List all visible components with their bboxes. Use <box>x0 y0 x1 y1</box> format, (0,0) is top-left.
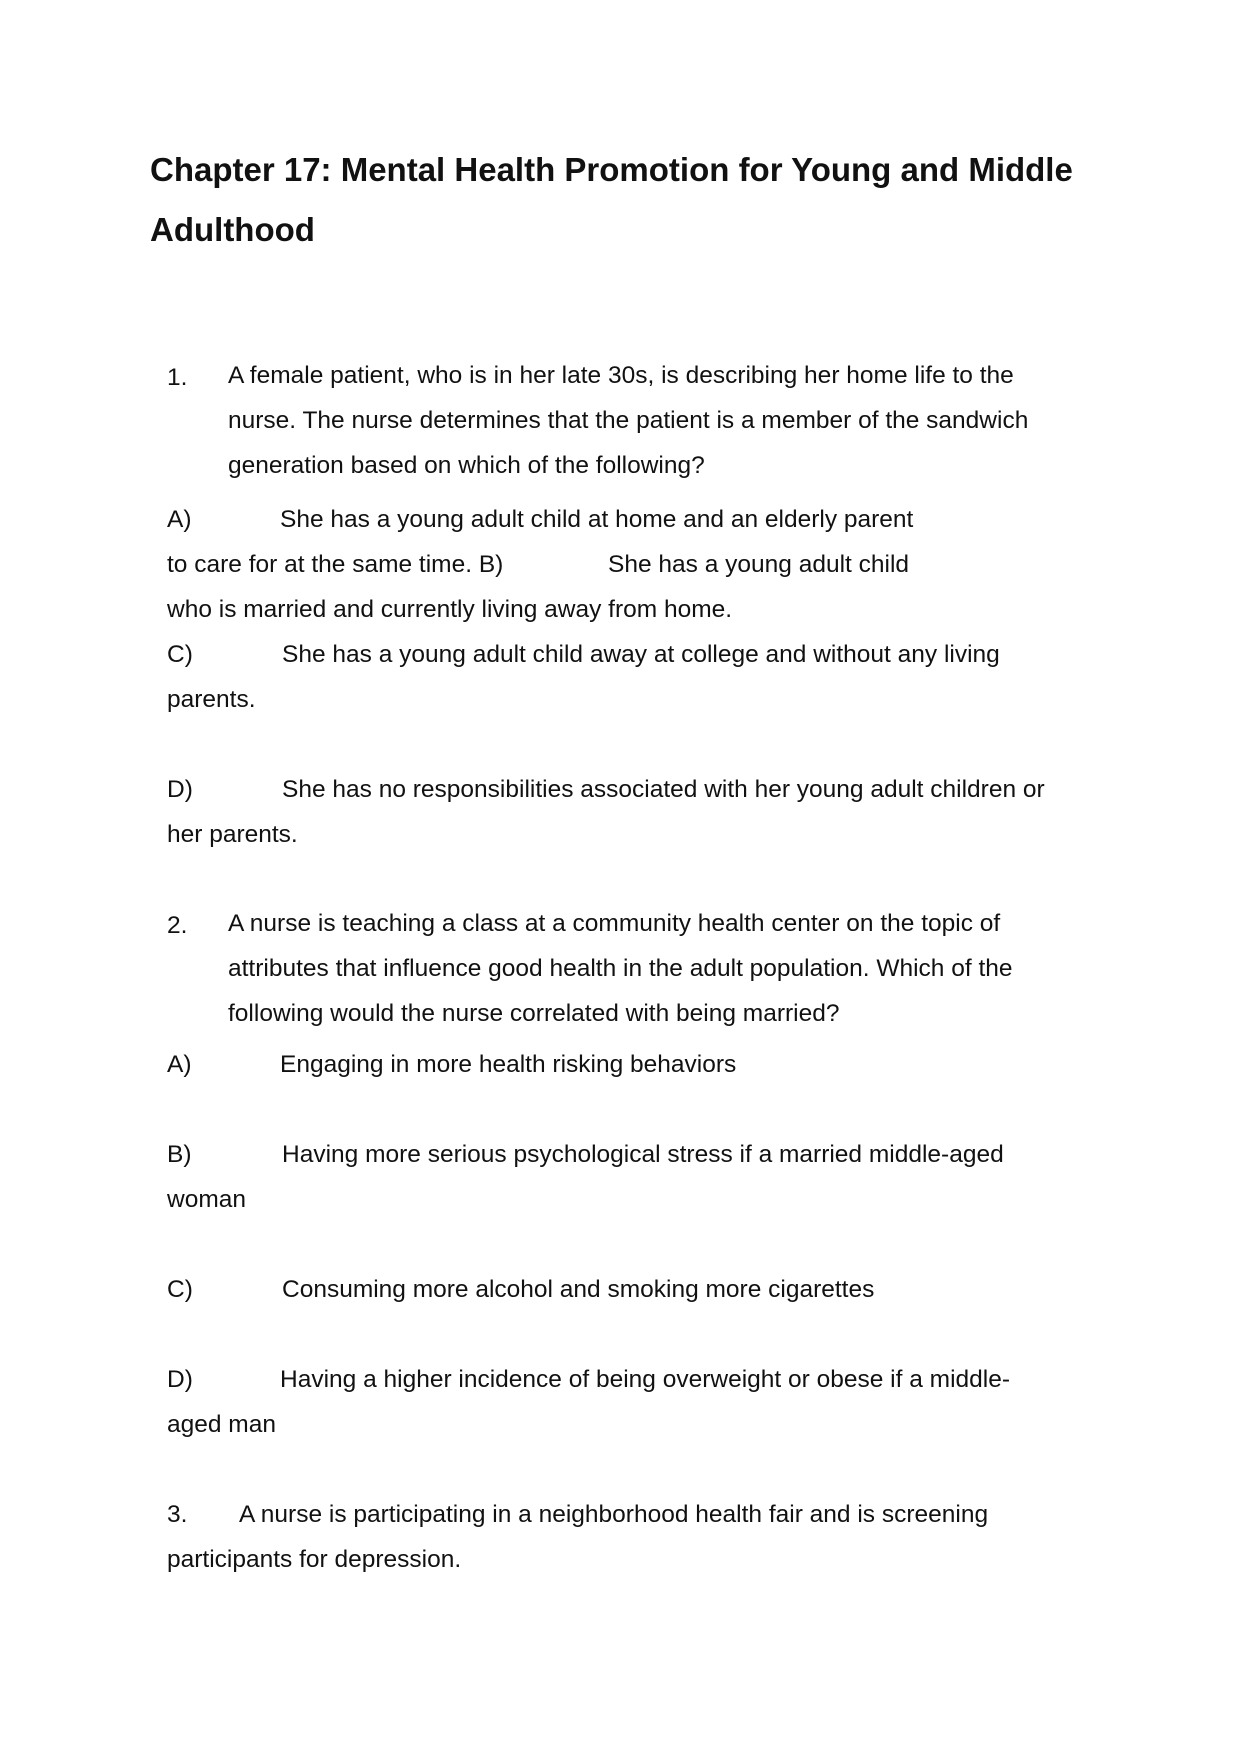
question-3-stem-line-1: A nurse is participating in a neighborhood health fair and is screening <box>239 1501 989 1528</box>
q1-option-d-label: D) <box>167 776 193 803</box>
q1-option-d-continuation: her parents. <box>167 821 298 848</box>
q2-option-a-label: A) <box>167 1051 192 1078</box>
q1-option-c-continuation: parents. <box>167 686 256 713</box>
q1-option-c-text: She has a young adult child away at college and without any living <box>282 641 1000 668</box>
q2-option-a-text: Engaging in more health risking behaviors <box>280 1051 737 1078</box>
q2-option-d-label: D) <box>167 1366 193 1393</box>
q2-option-b-continuation: woman <box>167 1186 246 1213</box>
q2-option-b-label: B) <box>167 1141 192 1168</box>
q1-option-c-label: C) <box>167 641 193 668</box>
question-1-number: 1. <box>167 364 188 391</box>
question-3-stem-line-2: participants for depression. <box>167 1546 462 1573</box>
q2-option-d-text: Having a higher incidence of being overweight or obese if a middle- <box>280 1366 1010 1393</box>
q2-option-c-label: C) <box>167 1276 193 1303</box>
question-2-number: 2. <box>167 912 188 939</box>
q2-option-c-text: Consuming more alcohol and smoking more cigarettes <box>282 1276 875 1303</box>
q2-option-b-text: Having more serious psychological stress if a married middle-aged <box>282 1141 1004 1168</box>
q1-option-b-text: She has a young adult child <box>608 551 910 578</box>
question-3-number: 3. <box>167 1501 188 1528</box>
q1-option-a-text: She has a young adult child at home and an elderly parent <box>280 506 914 533</box>
question-2-stem: A nurse is teaching a class at a community health center on the topic of attributes that influence good health in the adult population. Which of the following would the nurse correlated with being married? <box>228 910 1013 1027</box>
q1-option-a-label: A) <box>167 506 192 533</box>
q1-option-b-continuation: who is married and currently living away from home. <box>167 596 733 623</box>
q2-option-d-continuation: aged man <box>167 1411 276 1438</box>
question-1-stem: A female patient, who is in her late 30s, is describing her home life to the nurse. The nurse determines that the patient is a member of the sandwich generation based on which of the following? <box>228 362 1029 479</box>
q1-option-d-text: She has no responsibilities associated with her young adult children or <box>282 776 1045 803</box>
page-title: Chapter 17: Mental Health Promotion for Young and Middle Adulthood <box>150 151 1073 248</box>
q1-option-a-continuation: to care for at the same time. B) <box>167 551 504 578</box>
